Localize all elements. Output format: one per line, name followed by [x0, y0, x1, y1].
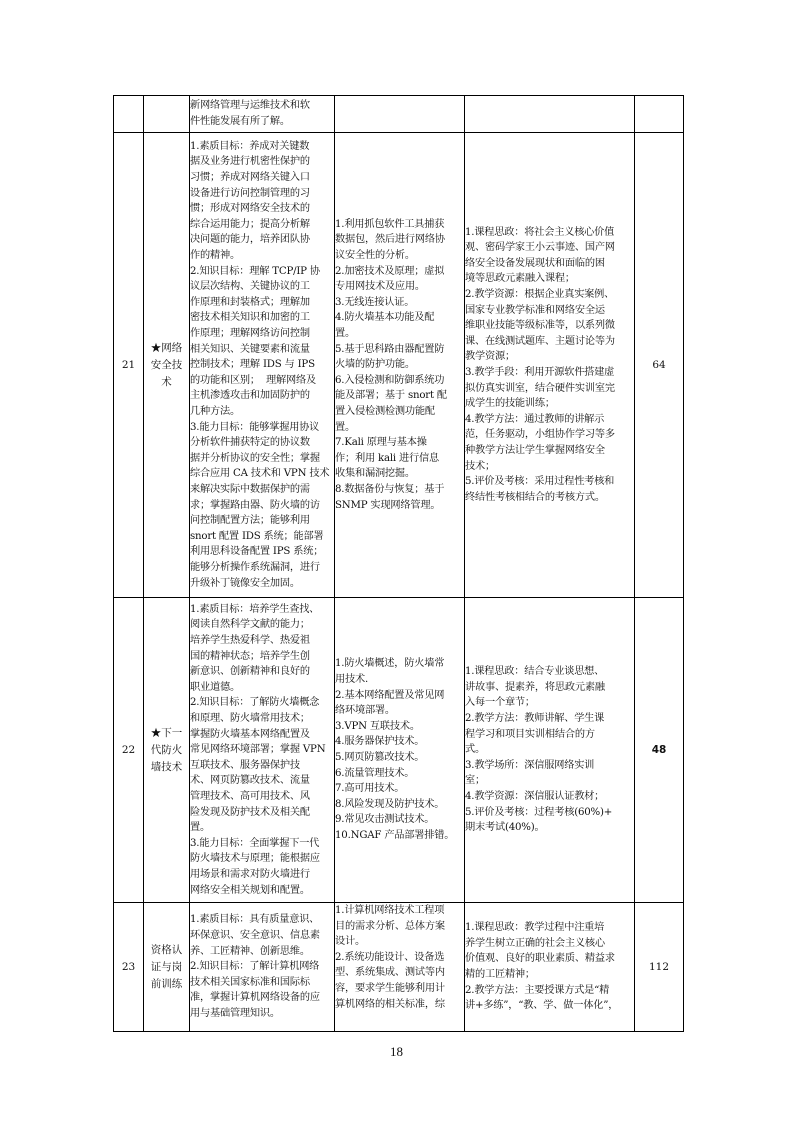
course-number-cell: 23 [114, 903, 144, 1032]
requirements-line: 4.教学方法：通过教师的讲解示 [465, 413, 605, 425]
requirements-line: 精的工匠精神； [465, 969, 535, 980]
content-line: 2.系统功能设计、设备选 [335, 951, 445, 963]
goals-line: 据并分析协议的安全性；掌握 [190, 452, 320, 464]
goals-line: 几种方法。 [190, 405, 240, 417]
content-line: 1.防火墙概述，防火墙常 [335, 658, 445, 670]
goals-line: 作原理；理解网络访问控制 [190, 328, 310, 340]
course-hours-cell [635, 96, 684, 133]
requirements-line: 成学生的技能训练； [465, 398, 555, 410]
goals-line: 互联技术、服务器保护技 [190, 759, 300, 771]
course-name-line: ★网络 [150, 341, 183, 354]
goals-line: 2.知识目标：理解 TCP/IP 协 [190, 265, 320, 277]
requirements-line: 程学习和项目实训相结合的方 [465, 728, 595, 740]
requirements-line: 1.课程思政：将社会主义核心价值 [465, 226, 615, 238]
requirements-line: 境等思政元素融入课程； [465, 273, 575, 285]
content-line: 7.Kali 原理与基本操 [335, 437, 427, 449]
goals-line: 环保意识、安全意识、信息素 [190, 930, 320, 942]
content-line: 议安全性的分析。 [335, 250, 415, 262]
content-line: 3.VPN 互联技术。 [335, 720, 420, 732]
goals-line: 设备进行访问控制管理的习 [190, 187, 310, 199]
goals-line: 3.能力目标：全面掌握下一代 [190, 837, 320, 849]
teaching-requirements-cell [465, 903, 635, 1032]
content-line: 5.基于思科路由器配置防 [335, 343, 445, 355]
requirements-line: 讲故事、提素养，将思政元素融 [465, 681, 605, 693]
goals-line: 相关知识、关键要素和流量 [190, 343, 310, 355]
course-name-line: 墙技术 [150, 760, 183, 773]
content-line: 用技术. [335, 674, 369, 686]
content-line: 设计。 [335, 936, 365, 948]
goals-line: 常见网络环境部署；掌握 VPN [190, 744, 326, 756]
goals-line: 的功能和区别； 理解网络及 [190, 374, 316, 386]
goals-line: 新网络管理与运维技术和软 [190, 100, 310, 112]
requirements-line: 范，任务驱动，小组协作学习等多 [465, 429, 615, 441]
goals-line: 据及业务进行机密性保护的 [190, 156, 310, 168]
goals-line: 3.能力目标：能够掌握用协议 [190, 421, 320, 433]
content-line: 置。 [335, 421, 355, 433]
course-number-cell: 22 [114, 598, 144, 903]
requirements-line: 入每一个章节； [465, 697, 535, 709]
requirements-line: 1.课程思政：结合专业谈思想、 [465, 666, 605, 678]
requirements-line: 室； [465, 775, 485, 787]
requirements-line: 5.评价及考核：过程考核(60%)+ [465, 806, 613, 818]
goals-line: 和原理、防火墙常用技术； [190, 713, 310, 725]
goals-line: 技术相关国家标准和国际标 [190, 976, 310, 988]
goals-line: 管理技术、高可用技术、风 [190, 790, 310, 802]
content-line: 8.数据备份与恢复；基于 [335, 483, 445, 495]
requirements-line: 种教学方法让学生掌握网络安全 [465, 444, 605, 456]
goals-line: 职业道德。 [190, 681, 240, 693]
teaching-requirements-cell [465, 96, 635, 133]
course-content-cell [335, 96, 465, 133]
content-line: 10.NGAF 产品部署排错。 [335, 829, 455, 841]
content-line: 目的需求分析、总体方案 [335, 920, 445, 932]
goals-line: 培养学生热爱科学、热爱祖 [190, 635, 310, 647]
goals-line: 求；掌握路由器、防火墙的访 [190, 499, 320, 511]
goals-line: 用场景和需求对防火墙进行 [190, 868, 310, 880]
goals-line: 利用思科设备配置 IPS 系统； [190, 546, 324, 558]
requirements-line: 国家专业教学标准和网络安全运 [465, 304, 605, 316]
content-line: 9.常见攻击测试技术。 [335, 814, 435, 826]
requirements-line: 式。 [465, 744, 485, 756]
goals-line: 习惯；养成对网络关键入口 [190, 172, 310, 184]
goals-line: 1.素质目标：养成对关键数 [190, 140, 310, 152]
content-line: 火墙的防护功能。 [335, 359, 415, 371]
goals-line: 件性能发展有所了解。 [190, 116, 290, 127]
course-name-line: 安全技 [150, 358, 183, 371]
course-name-line: 代防火 [150, 743, 183, 756]
requirements-line: 5.评价及考核：采用过程性考核和 [465, 476, 615, 488]
content-line: 6.入侵检测和防御系统功 [335, 374, 445, 386]
goals-line: snort 配置 IDS 系统；能部署 [190, 530, 324, 542]
goals-line: 掌握防火墙基本网络配置及 [190, 728, 310, 740]
content-line: 数据包，然后进行网络协 [335, 234, 445, 246]
requirements-line: 技术； [465, 460, 495, 472]
course-name-cell [144, 96, 190, 133]
content-line: 4.防火墙基本功能及配 [335, 312, 435, 324]
course-hours-cell: 64 [635, 133, 684, 598]
content-line: 1.计算机网络技术工程项 [335, 905, 445, 916]
goals-line: 控制技术；理解 IDS 与 IPS [190, 359, 315, 371]
course-name-cell [144, 598, 190, 903]
goals-line: 决问题的能力，培养团队协 [190, 234, 310, 246]
goals-line: 1.素质目标：具有质量意识、 [190, 914, 320, 926]
goals-line: 新意识、创新精神和良好的 [190, 666, 310, 678]
content-line: 专用网技术及应用。 [335, 281, 425, 293]
course-content-cell [335, 133, 465, 598]
course-content-cell [335, 598, 465, 903]
course-name-line: 资格认 [150, 943, 183, 956]
course-name-line: ★下一 [150, 726, 183, 739]
course-name-cell [144, 903, 190, 1032]
content-line: 容，要求学生能够利用计 [335, 982, 445, 994]
requirements-line: 养学生树立正确的社会主义核心 [465, 937, 605, 949]
teaching-requirements-cell [465, 133, 635, 598]
curriculum-table [113, 95, 684, 1032]
goals-line: 国的精神状态；培养学生创 [190, 650, 310, 662]
requirements-line: 1.课程思政：教学过程中注重培 [465, 922, 605, 934]
course-name-line: 术 [161, 375, 172, 388]
table-row [114, 96, 684, 133]
goals-line: 问控制配置方法；能够利用 [190, 515, 310, 527]
requirements-line: 终结性考核相结合的考核方式。 [465, 491, 605, 503]
content-line: 算机网络的相关标准，综 [335, 998, 445, 1010]
goals-line: 用与基础管理知识。 [190, 1007, 280, 1019]
requirements-line: 期末考试(40%)。 [465, 822, 545, 834]
requirements-line: 3.教学场所：深信服网络实训 [465, 759, 595, 771]
goals-line: 1.素质目标：培养学生查找、 [190, 603, 320, 615]
requirements-line: 教学资源； [465, 351, 515, 363]
course-hours-cell: 112 [635, 903, 684, 1032]
course-goals-cell [190, 598, 335, 903]
goals-line: 能够分析操作系统漏洞，进行 [190, 561, 320, 573]
content-line: 作；利用 kali 进行信息 [335, 452, 439, 464]
content-line: 6.流量管理技术。 [335, 767, 415, 779]
goals-line: 主机渗透攻击和加固防护的 [190, 390, 310, 402]
content-line: 5.网页防篡改技术。 [335, 752, 425, 763]
content-line: 3.无线连接认证。 [335, 296, 415, 308]
goals-line: 来解决实际中数据保护的需 [190, 483, 310, 495]
course-content-cell [335, 903, 465, 1032]
goals-line: 2.知识目标：了解计算机网络 [190, 961, 320, 973]
requirements-line: 价值观、良好的职业素质、精益求 [465, 953, 615, 965]
content-line: 能及部署；基于 snort 配 [335, 390, 447, 402]
goals-line: 作原理和封装格式；理解加 [190, 296, 310, 308]
requirements-line: 维职业技能等级标准等，以系列微 [465, 320, 615, 332]
goals-line: 综合运用能力；提高分析解 [190, 218, 310, 230]
content-line: 络环境部署。 [335, 705, 395, 717]
content-line: SNMP 实现网络管理。 [335, 499, 441, 511]
goals-line: 2.知识目标：了解防火墙概念 [190, 697, 320, 709]
goals-line: 险发现及防护技术及相关配 [190, 806, 310, 818]
goals-line: 网络安全相关规划和配置。 [190, 884, 310, 896]
goals-line: 升级补丁镜像安全加固。 [190, 577, 300, 589]
goals-line: 综合应用 CA 技术和 VPN 技术 [190, 468, 330, 480]
requirements-line: 络安全设备发展现状和面临的困 [465, 257, 605, 269]
goals-line: 准，掌握计算机网络设备的应 [190, 992, 320, 1004]
goals-line: 作的精神。 [190, 250, 240, 262]
content-line: 收集和漏洞挖掘。 [335, 468, 415, 480]
goals-line: 议层次结构、关键协议的工 [190, 281, 310, 293]
requirements-line: 拟仿真实训室，结合硬件实训室完 [465, 382, 615, 394]
course-number-cell [114, 96, 144, 133]
course-name-cell [144, 133, 190, 598]
requirements-line: 2.教学资源：根据企业真实案例、 [465, 289, 615, 301]
content-line: 2.加密技术及原理；虚拟 [335, 265, 445, 277]
content-line: 1.利用抓包软件工具捕获 [335, 218, 445, 230]
table-row [114, 133, 684, 598]
content-line: 置入侵检测检测功能配 [335, 405, 435, 417]
goals-line: 养、工匠精神、创新思维。 [190, 945, 310, 957]
content-line: 4.服务器保护技术。 [335, 736, 425, 748]
teaching-requirements-cell [465, 598, 635, 903]
content-line: 型、系统集成、测试等内 [335, 967, 445, 979]
requirements-line: 2.教学方法：教师讲解、学生课 [465, 713, 605, 725]
course-number-cell: 21 [114, 133, 144, 598]
course-goals-cell [190, 96, 335, 133]
page-number: 18 [390, 1044, 403, 1059]
course-name-line: 前训练 [150, 977, 183, 990]
content-line: 2.基本网络配置及常见网 [335, 689, 445, 701]
table-row [114, 598, 684, 903]
course-hours-cell: 48 [635, 598, 684, 903]
requirements-line: 3.教学手段：利用开源软件搭建虚 [465, 367, 615, 378]
course-name-line: 证与岗 [150, 960, 183, 973]
content-line: 7.高可用技术。 [335, 783, 405, 795]
requirements-line: 观、密码学家王小云事迹、国产网 [465, 242, 615, 254]
content-line: 8.风险发现及防护技术。 [335, 798, 445, 810]
requirements-line: 讲+多练”，“教、学、做一体化”， [465, 1000, 619, 1012]
requirements-line: 课、在线测试题库、主题讨论等为 [465, 335, 615, 347]
goals-line: 分析软件捕获特定的协议数 [190, 437, 310, 449]
goals-line: 置。 [190, 822, 210, 834]
goals-line: 惯；形成对网络安全技术的 [190, 203, 310, 215]
goals-line: 术、网页防篡改技术、流量 [190, 775, 310, 787]
content-line: 置。 [335, 328, 355, 340]
goals-line: 密技术相关知识和加密的工 [190, 312, 310, 324]
requirements-line: 4.教学资源：深信服认证教材； [465, 790, 605, 802]
requirements-line: 2.教学方法：主要授课方式是“精 [465, 984, 610, 996]
course-goals-cell [190, 133, 335, 598]
goals-line: 阅读自然科学文献的能力； [190, 619, 310, 631]
goals-line: 防火墙技术与原理；能根据应 [190, 853, 320, 865]
table-row [114, 903, 684, 1032]
course-goals-cell [190, 903, 335, 1032]
